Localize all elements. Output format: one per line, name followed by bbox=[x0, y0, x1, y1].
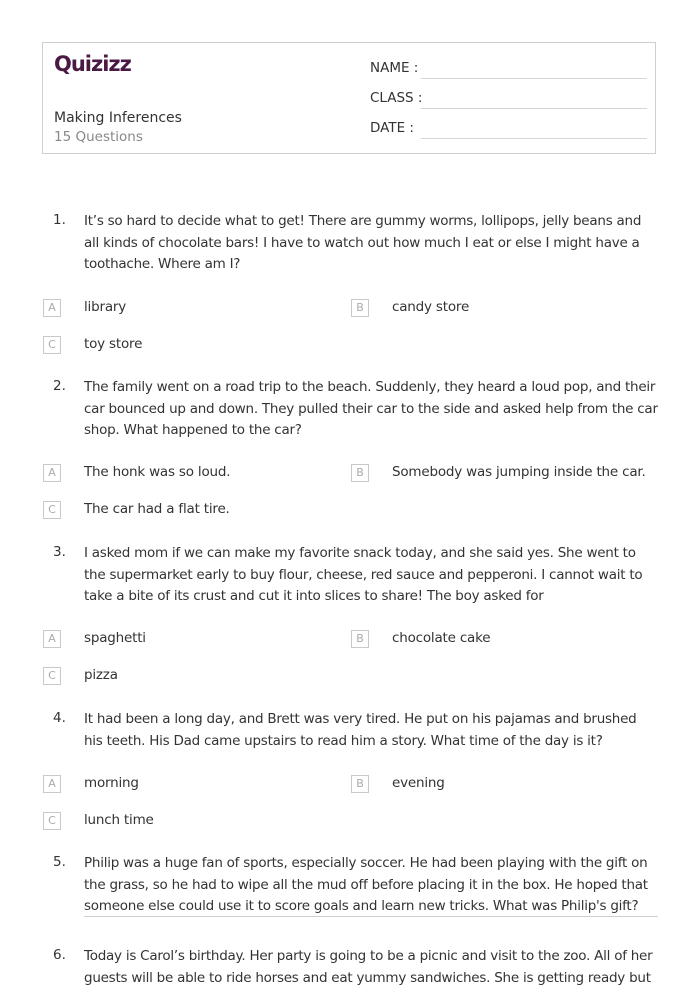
question-text: It’s so hard to decide what to get! There are gummy worms, lollipops, jelly beans and all kinds of chocolate bars! I have to watch out how much I eat or else I might have a toothache. Where am I? bbox=[84, 213, 642, 272]
option-box-c[interactable]: C bbox=[43, 501, 61, 519]
option-box-c[interactable]: C bbox=[43, 336, 61, 354]
option-text[interactable]: library bbox=[84, 299, 127, 315]
name-label: NAME : bbox=[370, 60, 419, 76]
name-line[interactable] bbox=[421, 78, 647, 79]
option-text[interactable]: lunch time bbox=[84, 812, 154, 828]
question-text: Philip was a huge fan of sports, especially soccer. He had been playing with the gift on the grass, so he had to wipe all the mud off before placing it in the box. He hoped that someone else could use it to score goals and learn new tricks. What was Philip's gift? bbox=[84, 855, 648, 914]
question-number: 6. bbox=[53, 947, 66, 963]
option-text[interactable]: evening bbox=[392, 775, 445, 791]
option-box-a[interactable]: A bbox=[43, 630, 61, 648]
option-box-b[interactable]: B bbox=[351, 630, 369, 648]
option-box-a[interactable]: A bbox=[43, 299, 61, 317]
question-number: 4. bbox=[53, 710, 66, 726]
question-text: It had been a long day, and Brett was very tired. He put on his pajamas and brushed his teeth. His Dad came upstairs to read him a story. What time of the day is it? bbox=[84, 711, 637, 749]
option-text[interactable]: Somebody was jumping inside the car. bbox=[392, 464, 646, 480]
date-label: DATE : bbox=[370, 120, 414, 136]
worksheet-header bbox=[42, 42, 656, 154]
option-box-b[interactable]: B bbox=[351, 775, 369, 793]
option-box-a[interactable]: A bbox=[43, 464, 61, 482]
option-box-c[interactable]: C bbox=[43, 812, 61, 830]
question-text: I asked mom if we can make my favorite snack today, and she said yes. She went to the supermarket early to buy flour, cheese, red sauce and pepperoni. I cannot wait to take a bite of its crust and cut it into slices to share! The boy asked for bbox=[84, 545, 643, 604]
question-count: 15 Questions bbox=[54, 129, 143, 145]
option-box-c[interactable]: C bbox=[43, 667, 61, 685]
date-line[interactable] bbox=[421, 138, 647, 139]
option-box-a[interactable]: A bbox=[43, 775, 61, 793]
option-text[interactable]: candy store bbox=[392, 299, 470, 315]
option-box-b[interactable]: B bbox=[351, 464, 369, 482]
option-text[interactable]: toy store bbox=[84, 336, 143, 352]
option-box-b[interactable]: B bbox=[351, 299, 369, 317]
question-number: 1. bbox=[53, 212, 66, 228]
option-text[interactable]: The car had a flat tire. bbox=[84, 501, 230, 517]
option-text[interactable]: chocolate cake bbox=[392, 630, 491, 646]
question-number: 3. bbox=[53, 544, 66, 560]
answer-line[interactable] bbox=[84, 916, 658, 917]
option-text[interactable]: pizza bbox=[84, 667, 118, 683]
option-text[interactable]: spaghetti bbox=[84, 630, 146, 646]
question-text: The family went on a road trip to the beach. Suddenly, they heard a loud pop, and their car bounced up and down. They pulled their car to the side and asked help from the car shop. What happened to the car? bbox=[84, 379, 658, 438]
question-text: Today is Carol’s birthday. Her party is going to be a picnic and visit to the zoo. All of her guests will be able to ride horses and eat yummy sandwiches. She is getting ready but bbox=[84, 948, 653, 986]
question-number: 2. bbox=[53, 378, 66, 394]
class-label: CLASS : bbox=[370, 90, 423, 106]
question-number: 5. bbox=[53, 854, 66, 870]
option-text[interactable]: The honk was so loud. bbox=[84, 464, 231, 480]
class-line[interactable] bbox=[421, 108, 647, 109]
quizizz-logo: Quizizz bbox=[54, 52, 131, 76]
option-text[interactable]: morning bbox=[84, 775, 139, 791]
worksheet-title: Making Inferences bbox=[54, 110, 182, 126]
